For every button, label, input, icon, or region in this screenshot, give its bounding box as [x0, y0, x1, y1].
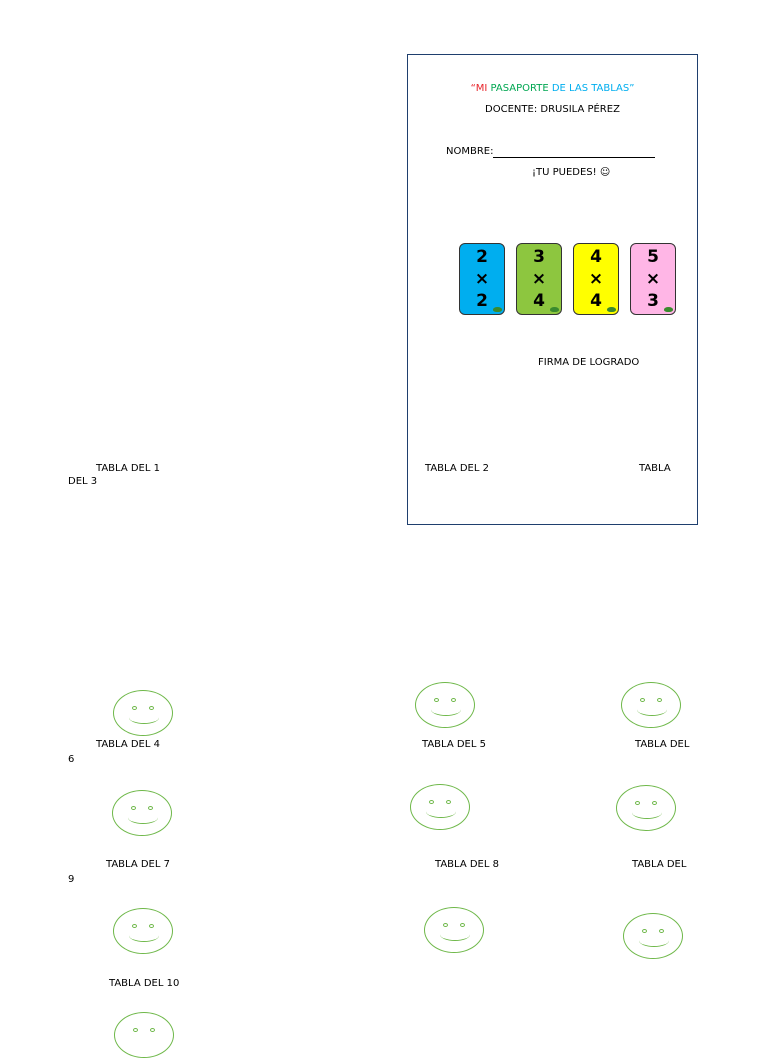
signature-label: FIRMA DE LOGRADO: [538, 357, 640, 368]
smiley-icon: [621, 682, 681, 728]
name-label: NOMBRE:: [446, 146, 494, 157]
leaf-icon: [493, 307, 502, 312]
name-field[interactable]: [446, 146, 655, 158]
eye-icon: [451, 698, 456, 702]
mouth-icon: [426, 805, 456, 818]
card-3x4: [516, 243, 562, 315]
card-factor-b: 2: [476, 291, 488, 311]
eye-icon: [642, 929, 647, 933]
mouth-icon: [431, 703, 461, 716]
encouragement-text: ¡TU PUEDES! ☺: [532, 167, 611, 178]
eye-icon: [652, 801, 657, 805]
smiley-icon: [616, 785, 676, 831]
mouth-icon: [128, 811, 158, 824]
eye-icon: [460, 923, 465, 927]
label-tabla-6: TABLA DEL: [635, 739, 690, 750]
title-part-pasaporte: PASAPORTE: [490, 83, 549, 94]
card-times-sign: ×: [645, 269, 661, 289]
smiley-icon: [113, 908, 173, 954]
card-2x2: [459, 243, 505, 315]
teacher-name: DOCENTE: DRUSILA PÉREZ: [485, 104, 620, 115]
name-underline: [493, 147, 655, 158]
card-4x4: [573, 243, 619, 315]
card-factor-b: 4: [590, 291, 602, 311]
smiley-icon: [410, 784, 470, 830]
smiley-icon: [623, 913, 683, 959]
smiley-icon: [113, 690, 173, 736]
eye-icon: [132, 924, 137, 928]
label-6: 6: [68, 754, 75, 765]
label-tabla-9: TABLA DEL: [632, 859, 687, 870]
card-factor-b: 3: [647, 291, 659, 311]
passport-title: [408, 83, 697, 94]
mouth-icon: [129, 929, 159, 942]
smiley-icon: [424, 907, 484, 953]
smiley-icon: [112, 790, 172, 836]
card-times-sign: ×: [474, 269, 490, 289]
mouth-icon: [637, 703, 667, 716]
label-tabla-2: TABLA DEL 2: [425, 463, 489, 474]
mouth-icon: [129, 711, 159, 724]
eye-icon: [149, 924, 154, 928]
eye-icon: [657, 698, 662, 702]
leaf-icon: [550, 307, 559, 312]
label-tabla-4: TABLA DEL 4: [96, 739, 160, 750]
eye-icon: [132, 706, 137, 710]
eye-icon: [446, 800, 451, 804]
card-factor-a: 4: [590, 247, 602, 267]
smiley-icon: [415, 682, 475, 728]
mouth-icon: [440, 928, 470, 941]
card-times-sign: ×: [531, 269, 547, 289]
label-tabla-10: TABLA DEL 10: [109, 978, 180, 989]
eye-icon: [150, 1028, 155, 1032]
title-part-tablas: DE LAS TABLAS”: [551, 83, 635, 94]
eye-icon: [133, 1028, 138, 1032]
eye-icon: [149, 706, 154, 710]
leaf-icon: [607, 307, 616, 312]
card-factor-a: 2: [476, 247, 488, 267]
eye-icon: [640, 698, 645, 702]
label-tabla-3: TABLA: [639, 463, 671, 474]
eye-icon: [659, 929, 664, 933]
mouth-icon: [639, 934, 669, 947]
eye-icon: [131, 806, 136, 810]
label-9: 9: [68, 874, 75, 885]
card-5x3: [630, 243, 676, 315]
eye-icon: [434, 698, 439, 702]
card-factor-b: 4: [533, 291, 545, 311]
label-del-3: DEL 3: [68, 476, 98, 487]
label-tabla-1: TABLA DEL 1: [96, 463, 160, 474]
eye-icon: [148, 806, 153, 810]
card-factor-a: 3: [533, 247, 545, 267]
eye-icon: [429, 800, 434, 804]
mouth-icon: [632, 806, 662, 819]
card-times-sign: ×: [588, 269, 604, 289]
card-factor-a: 5: [647, 247, 659, 267]
eye-icon: [443, 923, 448, 927]
label-tabla-5: TABLA DEL 5: [422, 739, 486, 750]
leaf-icon: [664, 307, 673, 312]
title-part-mi: “MI: [470, 83, 488, 94]
label-tabla-8: TABLA DEL 8: [435, 859, 499, 870]
smiley-icon: [114, 1012, 174, 1058]
eye-icon: [635, 801, 640, 805]
label-tabla-7: TABLA DEL 7: [106, 859, 170, 870]
